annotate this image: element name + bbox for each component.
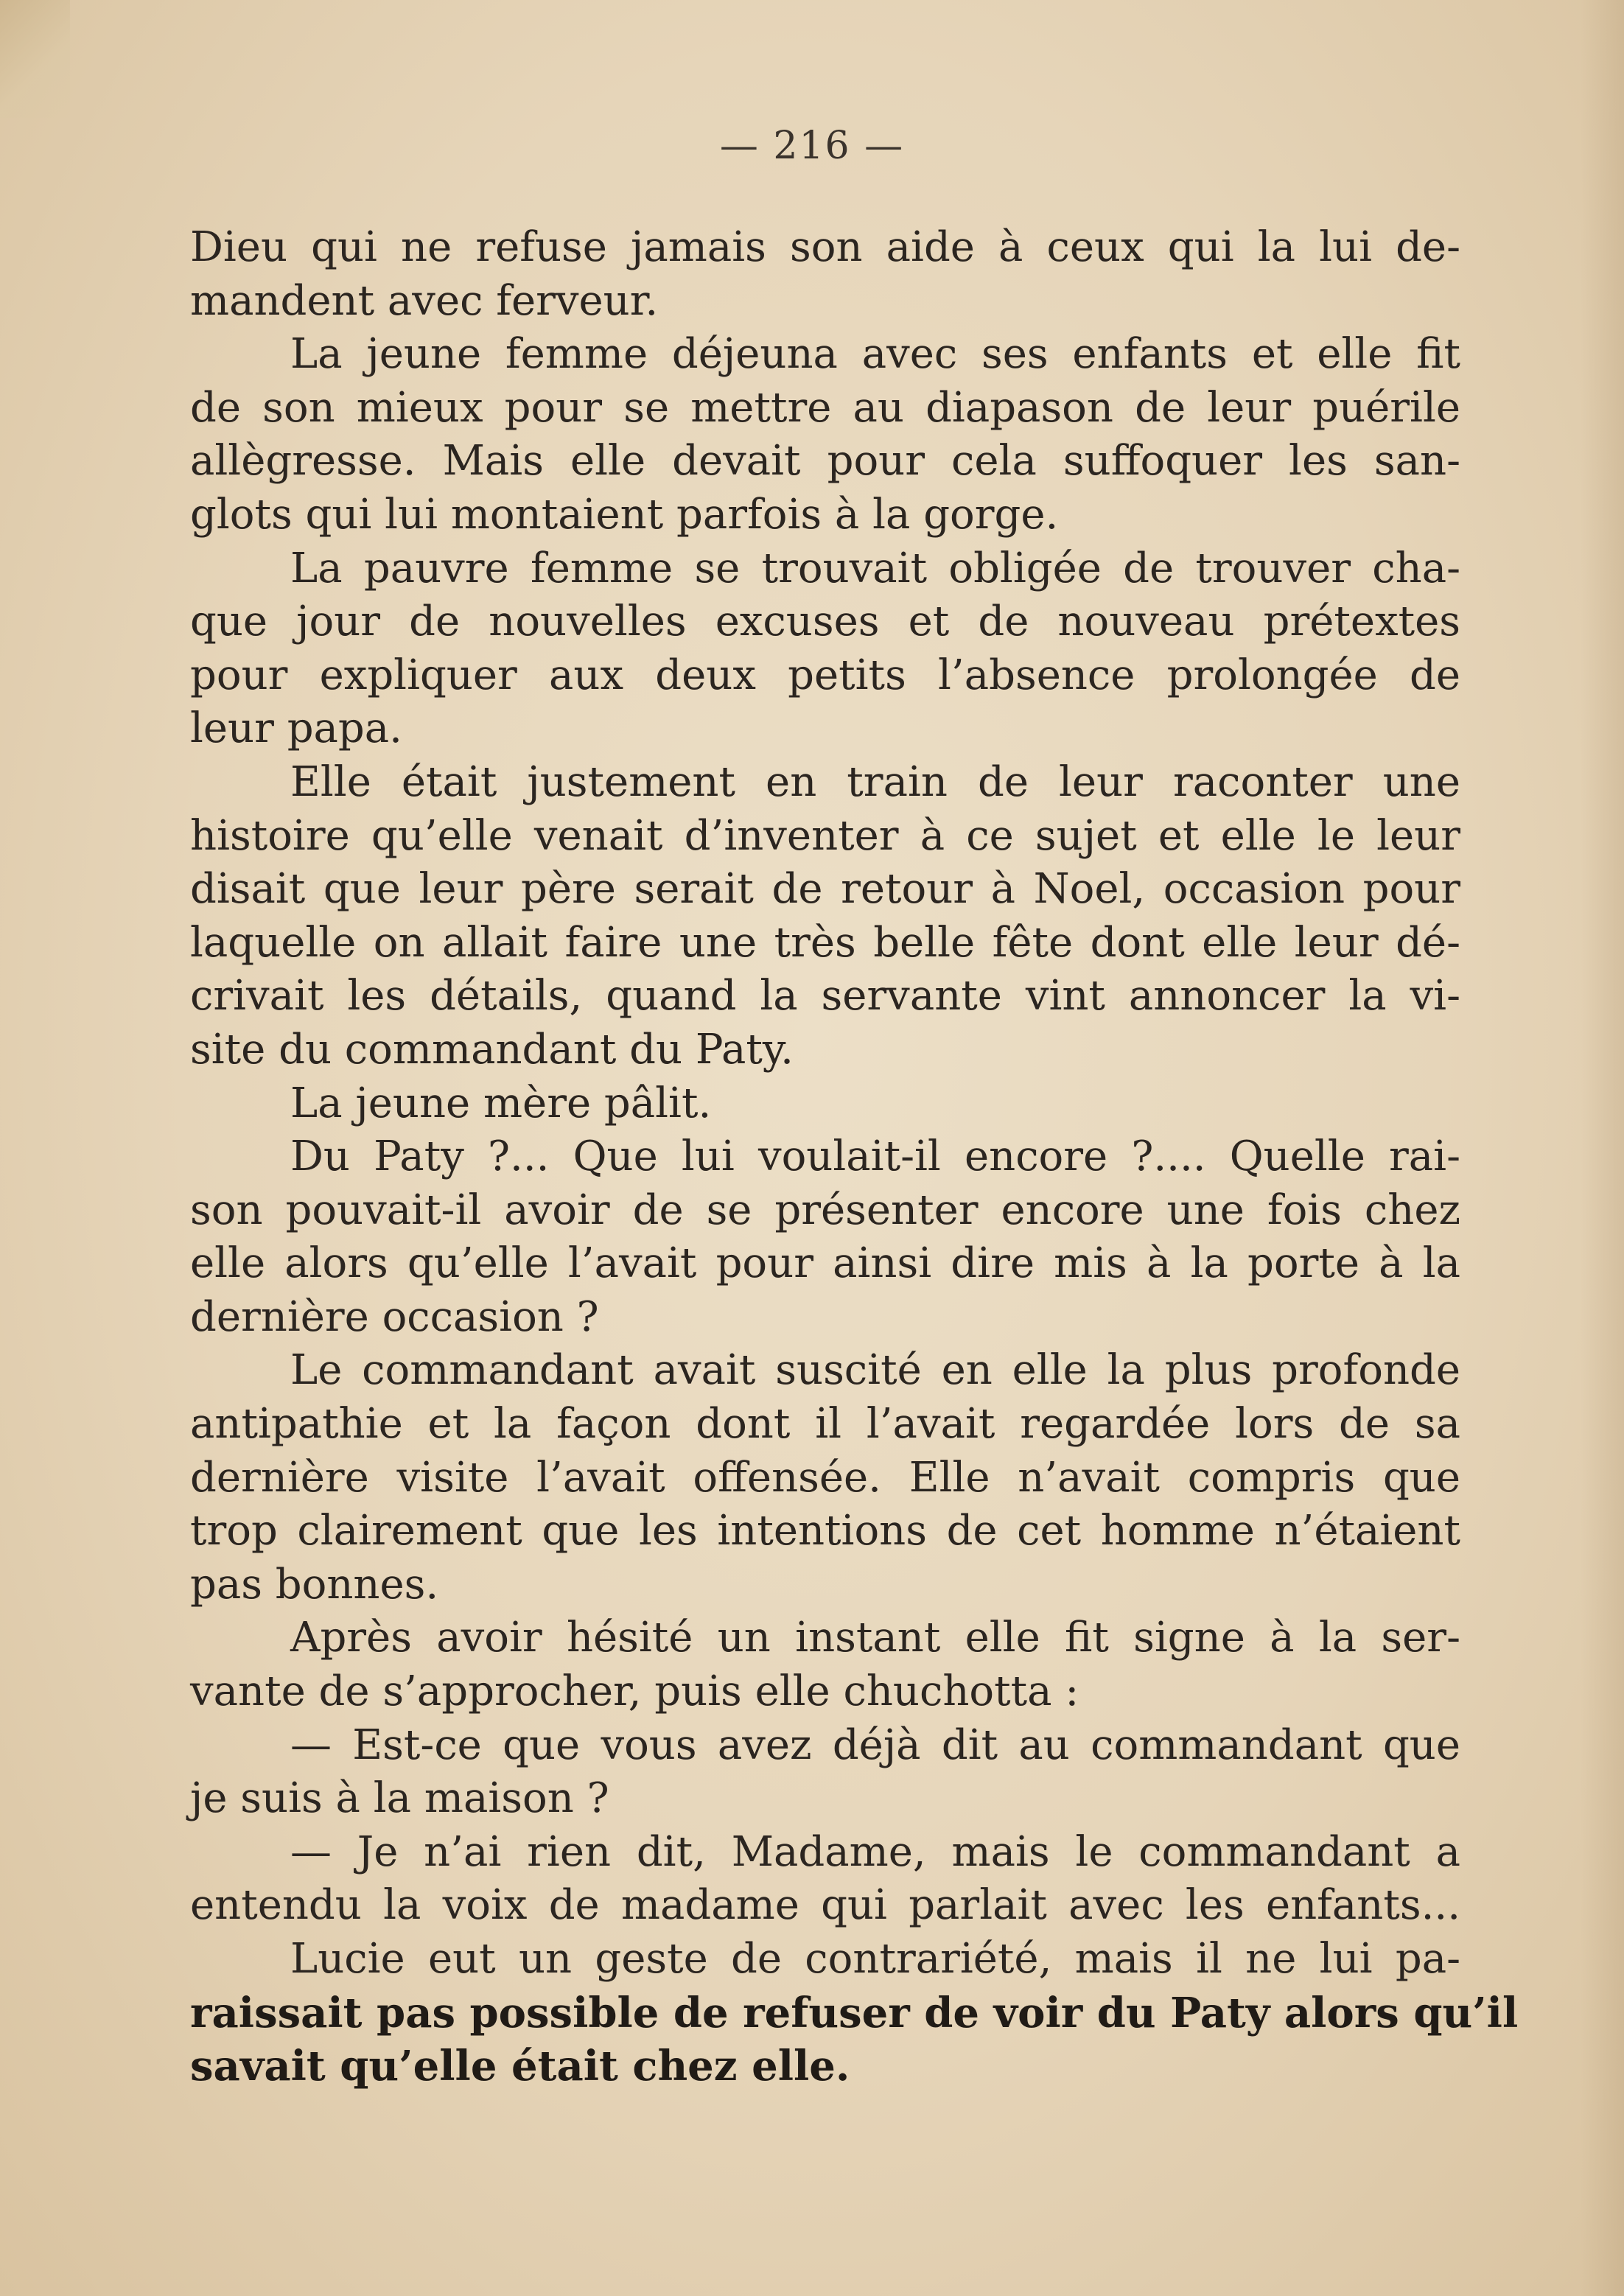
text-line: pour expliquer aux deux petits l’absence prolongée de bbox=[190, 651, 1460, 699]
text-line: site du commandant du Paty. bbox=[190, 1025, 794, 1074]
text-line: La pauvre femme se trouvait obligée de trouver cha- bbox=[290, 544, 1460, 592]
text-line: La jeune mère pâlit. bbox=[290, 1079, 712, 1127]
text-line: trop clairement que les intentions de cet homme n’étaient bbox=[190, 1507, 1460, 1555]
text-line: antipathie et la façon dont il l’avait regardée lors de sa bbox=[190, 1400, 1460, 1449]
text-line: La jeune femme déjeuna avec ses enfants et elle fit bbox=[290, 330, 1460, 379]
text-line: — Je n’ai rien dit, Madame, mais le commandant a bbox=[290, 1827, 1460, 1876]
text-line: dernière visite l’avait offensée. Elle n’avait compris que bbox=[190, 1453, 1460, 1502]
text-line: leur papa. bbox=[190, 704, 402, 753]
body-text bbox=[190, 221, 1519, 2093]
text-line: de son mieux pour se mettre au diapason de leur puérile bbox=[190, 383, 1460, 432]
text-line: Après avoir hésité un instant elle fit signe à la ser- bbox=[290, 1614, 1460, 1662]
text-line: Le commandant avait suscité en elle la plus profonde bbox=[290, 1346, 1460, 1395]
text-line: je suis à la maison ? bbox=[190, 1774, 609, 1823]
text-line: dernière occasion ? bbox=[190, 1292, 599, 1341]
text-line: Elle était justement en train de leur raconter une bbox=[290, 757, 1460, 806]
text-line: allègresse. Mais elle devait pour cela suffoquer les san- bbox=[190, 437, 1460, 486]
page-number: — 216 — bbox=[719, 124, 905, 168]
text-line: entendu la voix de madame qui parlait avec les enfants... bbox=[190, 1881, 1460, 1930]
text-line: glots qui lui montaient parfois à la gorge. bbox=[190, 490, 1059, 539]
text-line: disait que leur père serait de retour à Noel, occasion pour bbox=[190, 865, 1460, 914]
text-line: laquelle on allait faire une très belle fête dont elle leur dé- bbox=[190, 918, 1460, 967]
text-line: que jour de nouvelles excuses et de nouveau prétextes bbox=[190, 598, 1460, 646]
text-line: savait qu’elle était chez elle. bbox=[190, 2042, 850, 2091]
text-line: — Est-ce que vous avez déjà dit au commandant que bbox=[290, 1721, 1460, 1769]
text-line: Dieu qui ne refuse jamais son aide à ceux qui la lui de- bbox=[190, 223, 1460, 271]
text-line: crivait les détails, quand la servante vint annoncer la vi- bbox=[190, 972, 1460, 1021]
text-line: mandent avec ferveur. bbox=[190, 276, 659, 325]
text-line: Lucie eut un geste de contrariété, mais il ne lui pa- bbox=[290, 1935, 1460, 1983]
text-line: histoire qu’elle venait d’inventer à ce sujet et elle le leur bbox=[190, 811, 1460, 860]
text-line: Du Paty ?... Que lui voulait-il encore ?.... Quelle rai- bbox=[290, 1133, 1460, 1181]
text-line: elle alors qu’elle l’avait pour ainsi dire mis à la porte à la bbox=[190, 1239, 1460, 1288]
text-line: son pouvait-il avoir de se présenter encore une fois chez bbox=[190, 1186, 1460, 1234]
page-corner-wear bbox=[0, 0, 70, 118]
text-line: pas bonnes. bbox=[190, 1560, 439, 1609]
text-line: vante de s’approcher, puis elle chuchotta : bbox=[190, 1667, 1079, 1716]
page-edge-shadow bbox=[1580, 0, 1624, 2296]
text-line: raissait pas possible de refuser de voir du Paty alors qu’il bbox=[190, 1988, 1519, 2037]
